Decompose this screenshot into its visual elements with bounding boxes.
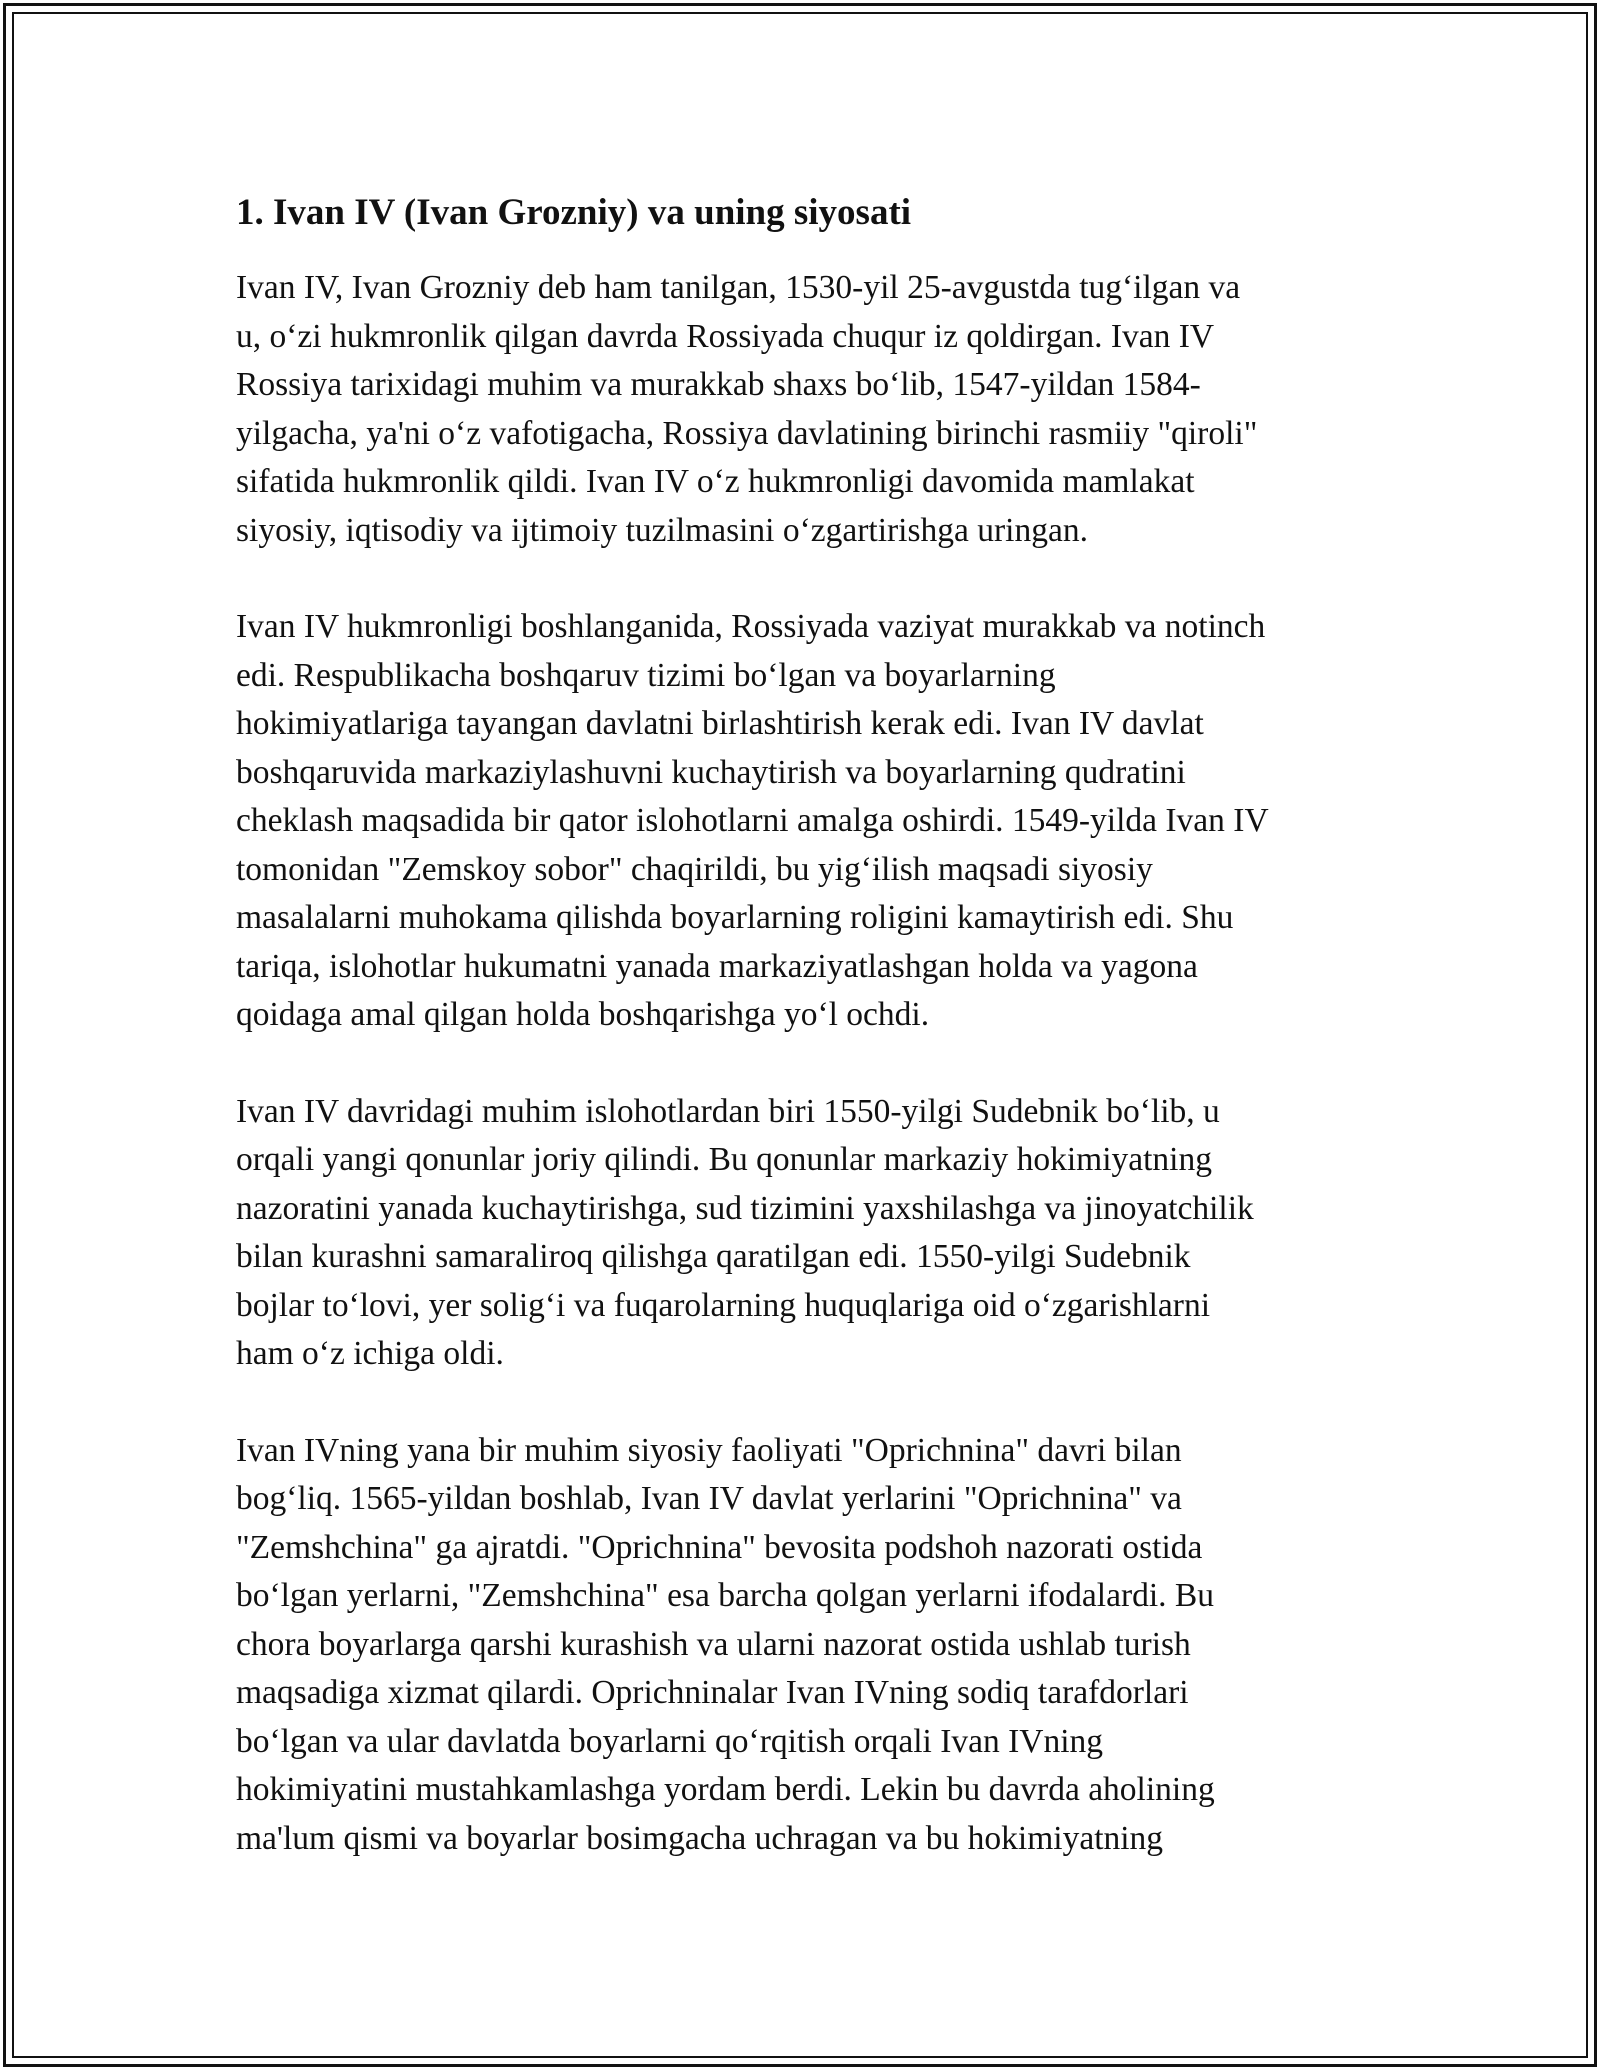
paragraph-line: cheklash maqsadida bir qator islohotlarni amalga oshirdi. 1549-yilda Ivan IV [236, 802, 1269, 839]
paragraph-line: tomonidan "Zemskoy sobor" chaqirildi, bu yig‘ilish maqsadi siyosiy [236, 850, 1153, 888]
paragraph-line: tariqa, islohotlar hukumatni yanada markaziyatlashgan holda va yagona [236, 947, 1198, 985]
paragraph-line: Ivan IV hukmronligi boshlanganida, Rossiyada vaziyat murakkab va notinch [236, 608, 1266, 645]
paragraph [236, 603, 1376, 1040]
paragraph-line: "Zemshchina" ga ajratdi. "Oprichnina" bevosita podshoh nazorati ostida [236, 1528, 1203, 1566]
paragraph-line: hokimiyatlariga tayangan davlatni birlashtirish kerak edi. Ivan IV davlat [236, 705, 1204, 742]
paragraph-line: ma'lum qismi va boyarlar bosimgacha uchragan va bu hokimiyatning [236, 1819, 1164, 1857]
section-heading: 1. Ivan IV (Ivan Grozniy) va uning siyosati [236, 192, 912, 233]
paragraph-line: bilan kurashni samaraliroq qilishga qaratilgan edi. 1550-yilgi Sudebnik [236, 1238, 1191, 1275]
paragraph-line: ham o‘z ichiga oldi. [236, 1335, 504, 1372]
paragraph-line: bo‘lgan yerlarni, "Zemshchina" esa barcha qolgan yerlarni ifodalardi. Bu [236, 1577, 1215, 1614]
paragraph-line: siyosiy, iqtisodiy va ijtimoiy tuzilmasini o‘zgartirishga uringan. [236, 511, 1088, 549]
paragraph-line: chora boyarlarga qarshi kurashish va ularni nazorat ostida ushlab turish [236, 1625, 1191, 1663]
document-body [236, 188, 1376, 1911]
paragraph-line: Ivan IVning yana bir muhim siyosiy faoliyati "Oprichnina" davri bilan [236, 1431, 1182, 1469]
paragraph-line: edi. Respublikacha boshqaruv tizimi bo‘lgan va boyarlarning [236, 656, 1056, 694]
paragraph-line: yilgacha, ya'ni o‘z vafotigacha, Rossiya davlatining birinchi rasmiiy "qiroli" [236, 414, 1258, 452]
paragraph-line: Ivan IV davridagi muhim islohotlardan biri 1550-yilgi Sudebnik bo‘lib, u [236, 1092, 1220, 1130]
paragraph-line: orqali yangi qonunlar joriy qilindi. Bu qonunlar markaziy hokimiyatning [236, 1141, 1212, 1178]
paragraph-line: nazoratini yanada kuchaytirishga, sud tizimini yaxshilashga va jinoyatchilik [236, 1189, 1254, 1227]
paragraph-line: maqsadiga xizmat qilardi. Oprichninalar Ivan IVning sodiq tarafdorlari [236, 1674, 1189, 1711]
paragraph-line: Ivan IV, Ivan Grozniy deb ham tanilgan, 1530-yil 25-avgustda tug‘ilgan va [236, 269, 1241, 306]
paragraph-line: boshqaruvida markaziylashuvni kuchaytirish va boyarlarning qudratini [236, 753, 1186, 791]
paragraph-line: sifatida hukmronlik qildi. Ivan IV o‘z hukmronligi davomida mamlakat [236, 463, 1195, 500]
paragraph-line: u, o‘zi hukmronlik qilgan davrda Rossiyada chuqur iz qoldirgan. Ivan IV [236, 317, 1215, 355]
paragraph-line: qoidaga amal qilgan holda boshqarishga yo‘l ochdi. [236, 996, 930, 1033]
paragraph-line: masalalarni muhokama qilishda boyarlarning roligini kamaytirish edi. Shu [236, 899, 1234, 936]
paragraph [236, 264, 1376, 555]
paragraph-line: Rossiya tarixidagi muhim va murakkab shaxs bo‘lib, 1547-yildan 1584- [236, 366, 1201, 403]
paragraph-line: bog‘liq. 1565-yildan boshlab, Ivan IV davlat yerlarini "Oprichnina" va [236, 1480, 1182, 1517]
paragraph-line: bojlar to‘lovi, yer solig‘i va fuqarolarning huquqlariga oid o‘zgarishlarni [236, 1286, 1211, 1324]
paragraph-list [236, 264, 1376, 1863]
paragraph-line: bo‘lgan va ular davlatda boyarlarni qo‘rqitish orqali Ivan IVning [236, 1722, 1104, 1760]
paragraph-line: hokimiyatini mustahkamlashga yordam berdi. Lekin bu davrda aholining [236, 1771, 1215, 1808]
paragraph [236, 1427, 1376, 1864]
paragraph [236, 1088, 1376, 1379]
